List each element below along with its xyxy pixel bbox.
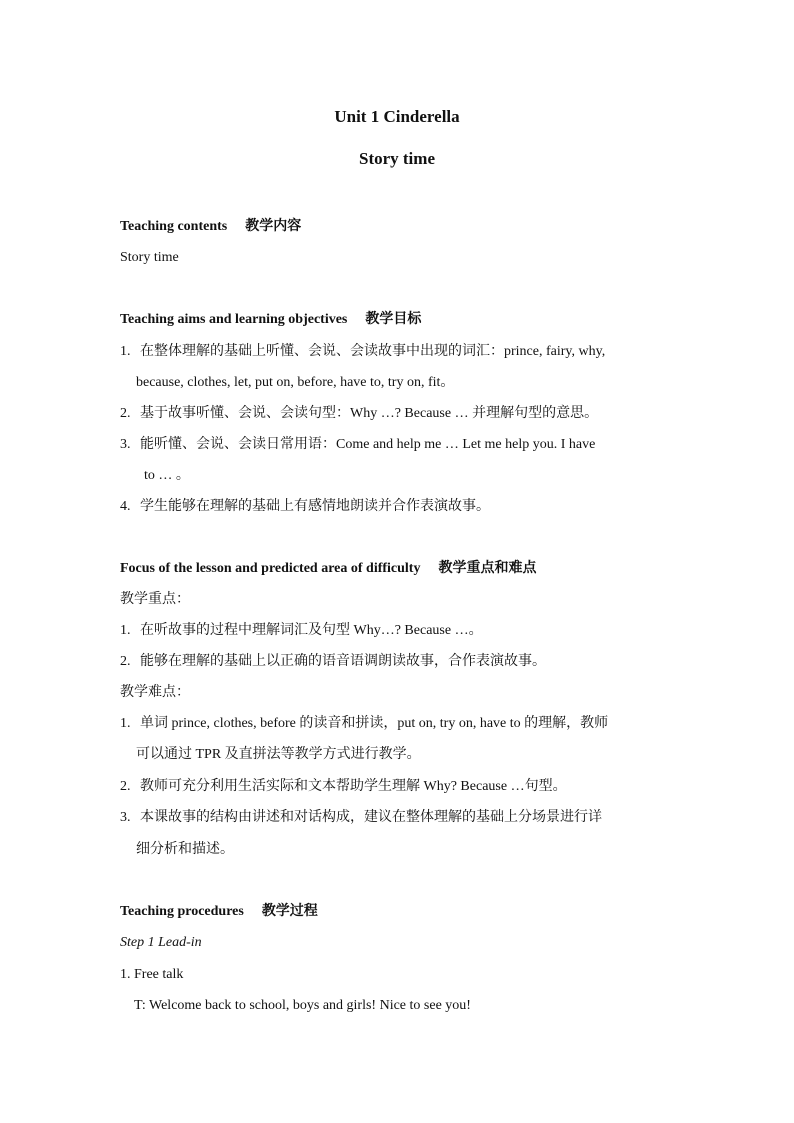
item-text: 能听懂、会说、会读日常用语：Come and help me … Let me help you. I have [140, 437, 596, 452]
document-title: Unit 1 Cinderella [334, 107, 460, 126]
item-number: 1. [120, 623, 131, 638]
item-number: 1. [120, 716, 131, 731]
item-number: 3. [120, 437, 131, 452]
heading-zh: 教学目标 [365, 312, 422, 327]
heading-en: Teaching procedures [120, 904, 244, 919]
heading-zh: 教学过程 [261, 904, 318, 919]
difficulty-item-2 [120, 778, 680, 796]
contents-body: Story time [120, 250, 179, 265]
aims-item-2 [120, 405, 680, 423]
document-subtitle: Story time [358, 149, 435, 168]
item-text: 能够在理解的基础上以正确的语音语调朗读故事，合作表演故事。 [140, 654, 546, 669]
key-points-label: 教学重点： [120, 592, 190, 607]
aims-item-3-continued: to … 。 [144, 468, 190, 483]
section-heading-aims [120, 311, 680, 329]
aims-item-4 [120, 498, 680, 516]
heading-en: Teaching aims and learning objectives [120, 312, 348, 327]
item-number: 4. [120, 499, 131, 514]
heading-en: Focus of the lesson and predicted area of difficulty [120, 561, 421, 576]
key-item-1 [120, 622, 680, 640]
aims-item-1 [120, 343, 680, 361]
item-text: 在整体理解的基础上听懂、会说、会读故事中出现的词汇：prince, fairy, why, [140, 344, 606, 359]
difficulty-item-3 [120, 809, 680, 827]
difficulty-item-3-continued: 细分析和描述。 [136, 842, 234, 857]
heading-zh: 教学重点和难点 [438, 561, 537, 576]
difficulty-item-1 [120, 715, 680, 733]
item-number: 2. [120, 654, 131, 669]
key-item-2 [120, 653, 680, 671]
item-text: 本课故事的结构由讲述和对话构成，建议在整体理解的基础上分场景进行详 [140, 810, 602, 825]
item-number: 2. [120, 779, 131, 794]
item-text: 单词 prince, clothes, before 的读音和拼读，put on, try on, have to 的理解，教师 [140, 716, 609, 731]
section-heading-contents [120, 218, 680, 236]
difficulty-label: 教学难点： [120, 685, 190, 700]
item-text: 学生能够在理解的基础上有感情地朗读并合作表演故事。 [140, 499, 490, 514]
section-heading-procedures [120, 903, 680, 921]
item-text: 教师可充分利用生活实际和文本帮助学生理解 Why? Because …句型。 [140, 779, 567, 794]
aims-item-1-continued: because, clothes, let, put on, before, have to, try on, fit。 [136, 375, 455, 390]
item-number: 1. [120, 344, 131, 359]
step-heading: Step 1 Lead-in [120, 935, 202, 950]
sub-step: 1. Free talk [120, 967, 184, 982]
item-number: 3. [120, 810, 131, 825]
heading-en: Teaching contents [120, 219, 228, 234]
aims-item-3 [120, 436, 680, 454]
difficulty-item-1-continued: 可以通过 TPR 及直拼法等教学方式进行教学。 [136, 747, 421, 762]
item-number: 2. [120, 406, 131, 421]
heading-zh: 教学内容 [245, 219, 302, 234]
dialogue-line: T: Welcome back to school, boys and girls! Nice to see you! [134, 998, 471, 1013]
section-heading-focus [120, 560, 680, 578]
item-text: 基于故事听懂、会说、会读句型：Why …? Because … 并理解句型的意思。 [140, 406, 599, 421]
item-text: 在听故事的过程中理解词汇及句型 Why…? Because …。 [140, 623, 483, 638]
